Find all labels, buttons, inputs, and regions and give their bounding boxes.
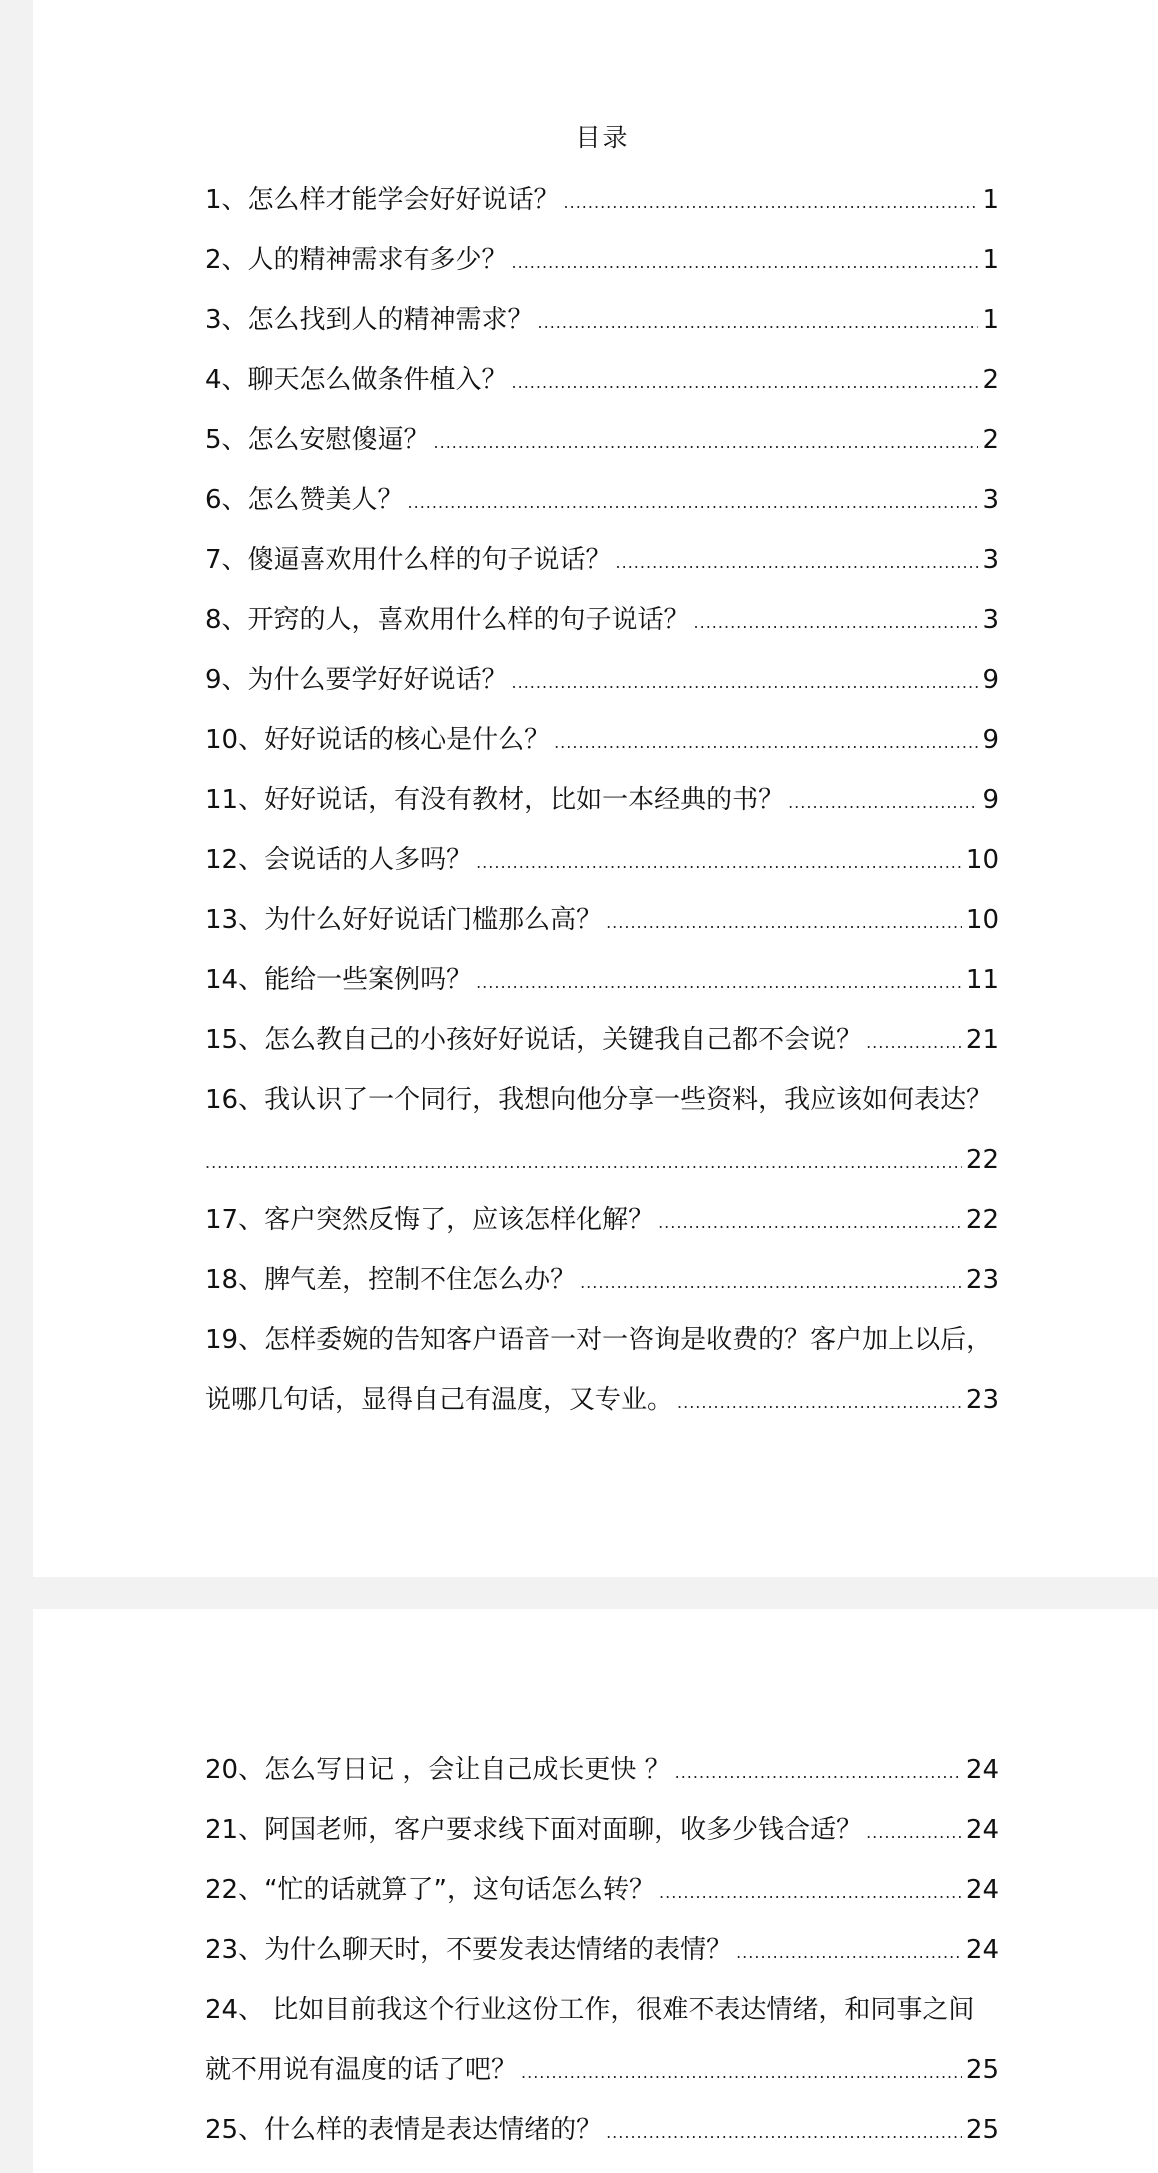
dot-leader: [205, 1133, 962, 1193]
dot-leader: [675, 1743, 962, 1803]
toc-entry-text: 21、阿国老师，客户要求线下面对面聊，收多少钱合适？: [205, 1815, 863, 1845]
toc-entry[interactable]: [205, 830, 999, 890]
toc-entry-text: 14、能给一些案例吗？: [205, 965, 473, 995]
toc-entry-page: 2: [982, 425, 999, 455]
toc-entry[interactable]: [205, 1740, 999, 1800]
dot-leader: [606, 893, 962, 953]
toc-entry-page: 25: [965, 2115, 999, 2145]
toc-entry-page: 23: [965, 1385, 999, 1415]
toc-entry-page: 11: [965, 965, 999, 995]
dot-leader: [512, 653, 979, 713]
toc-entry-multiline[interactable]: [205, 1980, 999, 2100]
toc-entry-text: 19、怎样委婉的告知客户语音一对一咨询是收费的？客户加上以后，: [205, 1325, 993, 1355]
toc-entry[interactable]: [205, 710, 999, 770]
toc-entry-text-cont: 就不用说有温度的话了吧？: [205, 2055, 518, 2085]
toc-entry[interactable]: [205, 470, 999, 530]
dot-leader: [434, 413, 979, 473]
dot-leader: [554, 713, 978, 773]
toc-entry[interactable]: [205, 1190, 999, 1250]
toc-entry-page: 24: [965, 1875, 999, 1905]
toc-entry-page: 21: [965, 1025, 999, 1055]
toc-entry[interactable]: [205, 1920, 999, 1980]
toc-entry[interactable]: [205, 590, 999, 650]
toc-entry-page: 24: [965, 1755, 999, 1785]
toc-entry-page: 3: [982, 545, 999, 575]
toc-entry-text: 9、为什么要学好好说话？: [205, 665, 508, 695]
toc-entry-page: 1: [982, 185, 999, 215]
dot-leader: [866, 1803, 962, 1863]
dot-leader: [866, 1013, 962, 1073]
toc-entry-page: 23: [965, 1265, 999, 1295]
dot-leader: [616, 533, 979, 593]
toc-entry-text: 18、脾气差，控制不住怎么办？: [205, 1265, 577, 1295]
toc-entry-text: 17、客户突然反悔了，应该怎样化解？: [205, 1205, 655, 1235]
toc-entry-text: 22、“忙的话就算了”，这句话怎么转？: [205, 1875, 656, 1905]
toc-entry[interactable]: [205, 1010, 999, 1070]
toc-entry[interactable]: [205, 950, 999, 1010]
toc-entry-page: 3: [982, 485, 999, 515]
dot-leader: [476, 953, 962, 1013]
toc-entry-page: 24: [965, 1815, 999, 1845]
dot-leader: [512, 233, 979, 293]
toc-entry[interactable]: [205, 410, 999, 470]
dot-leader: [538, 293, 979, 353]
dot-leader: [521, 2043, 962, 2103]
toc-entry[interactable]: [205, 350, 999, 410]
toc-entry[interactable]: [205, 1250, 999, 1310]
dot-leader: [564, 173, 979, 233]
toc-entry[interactable]: [205, 1800, 999, 1860]
toc-list: [205, 170, 999, 1430]
toc-entry-page: 3: [982, 605, 999, 635]
dot-leader: [788, 773, 978, 833]
toc-entry-page: 24: [965, 1935, 999, 1965]
toc-entry-text: 5、怎么安慰傻逼？: [205, 425, 430, 455]
toc-entry-page: 22: [965, 1205, 999, 1235]
toc-entry-page: 10: [965, 845, 999, 875]
toc-list: [205, 1740, 999, 2160]
toc-entry[interactable]: [205, 770, 999, 830]
toc-entry-text: 12、会说话的人多吗？: [205, 845, 473, 875]
toc-entry-text: 3、怎么找到人的精神需求？: [205, 305, 534, 335]
toc-entry-text: 23、为什么聊天时，不要发表达情绪的表情？: [205, 1935, 733, 1965]
dot-leader: [694, 593, 979, 653]
toc-entry-text: 7、傻逼喜欢用什么样的句子说话？: [205, 545, 612, 575]
toc-title: 目录: [575, 123, 630, 152]
toc-entry-text: 15、怎么教自己的小孩好好说话，关键我自己都不会说？: [205, 1025, 863, 1055]
dot-leader: [476, 833, 962, 893]
toc-entry[interactable]: [205, 650, 999, 710]
document-page-1: [33, 0, 1158, 1577]
toc-entry[interactable]: [205, 2100, 999, 2160]
toc-entry-text: 13、为什么好好说话门槛那么高？: [205, 905, 603, 935]
toc-entry-text: 4、聊天怎么做条件植入？: [205, 365, 508, 395]
toc-entry-text: 20、怎么写日记 ，会让自己成长更快 ？: [205, 1755, 671, 1785]
dot-leader: [512, 353, 979, 413]
dot-leader: [736, 1923, 962, 1983]
toc-entry-text: 6、怎么赞美人？: [205, 485, 404, 515]
dot-leader: [677, 1373, 962, 1433]
toc-entry-page: 25: [965, 2055, 999, 2085]
toc-entry-page: 9: [982, 725, 999, 755]
dot-leader: [408, 473, 979, 533]
toc-entry-text: 16、我认识了一个同行，我想向他分享一些资料，我应该如何表达？: [205, 1085, 993, 1115]
toc-entry-text: 10、好好说话的核心是什么？: [205, 725, 551, 755]
toc-entry-page: 9: [982, 785, 999, 815]
toc-entry-multiline[interactable]: [205, 1310, 999, 1430]
toc-entry-text: 1、怎么样才能学会好好说话？: [205, 185, 560, 215]
toc-entry-text: 8、开窍的人，喜欢用什么样的句子说话？: [205, 605, 690, 635]
dot-leader: [659, 1863, 962, 1923]
toc-entry-page: 10: [965, 905, 999, 935]
toc-entry-page: 2: [982, 365, 999, 395]
document-page-2: [33, 1609, 1158, 2173]
toc-entry-text: 11、好好说话，有没有教材，比如一本经典的书？: [205, 785, 785, 815]
toc-entry[interactable]: [205, 1860, 999, 1920]
toc-entry[interactable]: [205, 170, 999, 230]
toc-entry[interactable]: [205, 230, 999, 290]
dot-leader: [606, 2103, 962, 2163]
toc-entry-text-cont: 说哪几句话，显得自己有温度，又专业。: [205, 1385, 674, 1415]
toc-entry-page: 9: [982, 665, 999, 695]
dot-leader: [658, 1193, 962, 1253]
toc-entry-text: 24、 比如目前我这个行业这份工作，很难不表达情绪，和同事之间: [205, 1995, 975, 2025]
toc-entry-text: 25、什么样的表情是表达情绪的？: [205, 2115, 603, 2145]
toc-entry-page: 22: [965, 1145, 999, 1175]
toc-entry-text: 2、人的精神需求有多少？: [205, 245, 508, 275]
toc-entry[interactable]: [205, 530, 999, 590]
toc-entry-page: 1: [982, 245, 999, 275]
toc-entry[interactable]: [205, 290, 999, 350]
toc-entry[interactable]: [205, 890, 999, 950]
toc-entry-page: 1: [982, 305, 999, 335]
toc-entry-multiline[interactable]: [205, 1070, 999, 1190]
dot-leader: [580, 1253, 962, 1313]
